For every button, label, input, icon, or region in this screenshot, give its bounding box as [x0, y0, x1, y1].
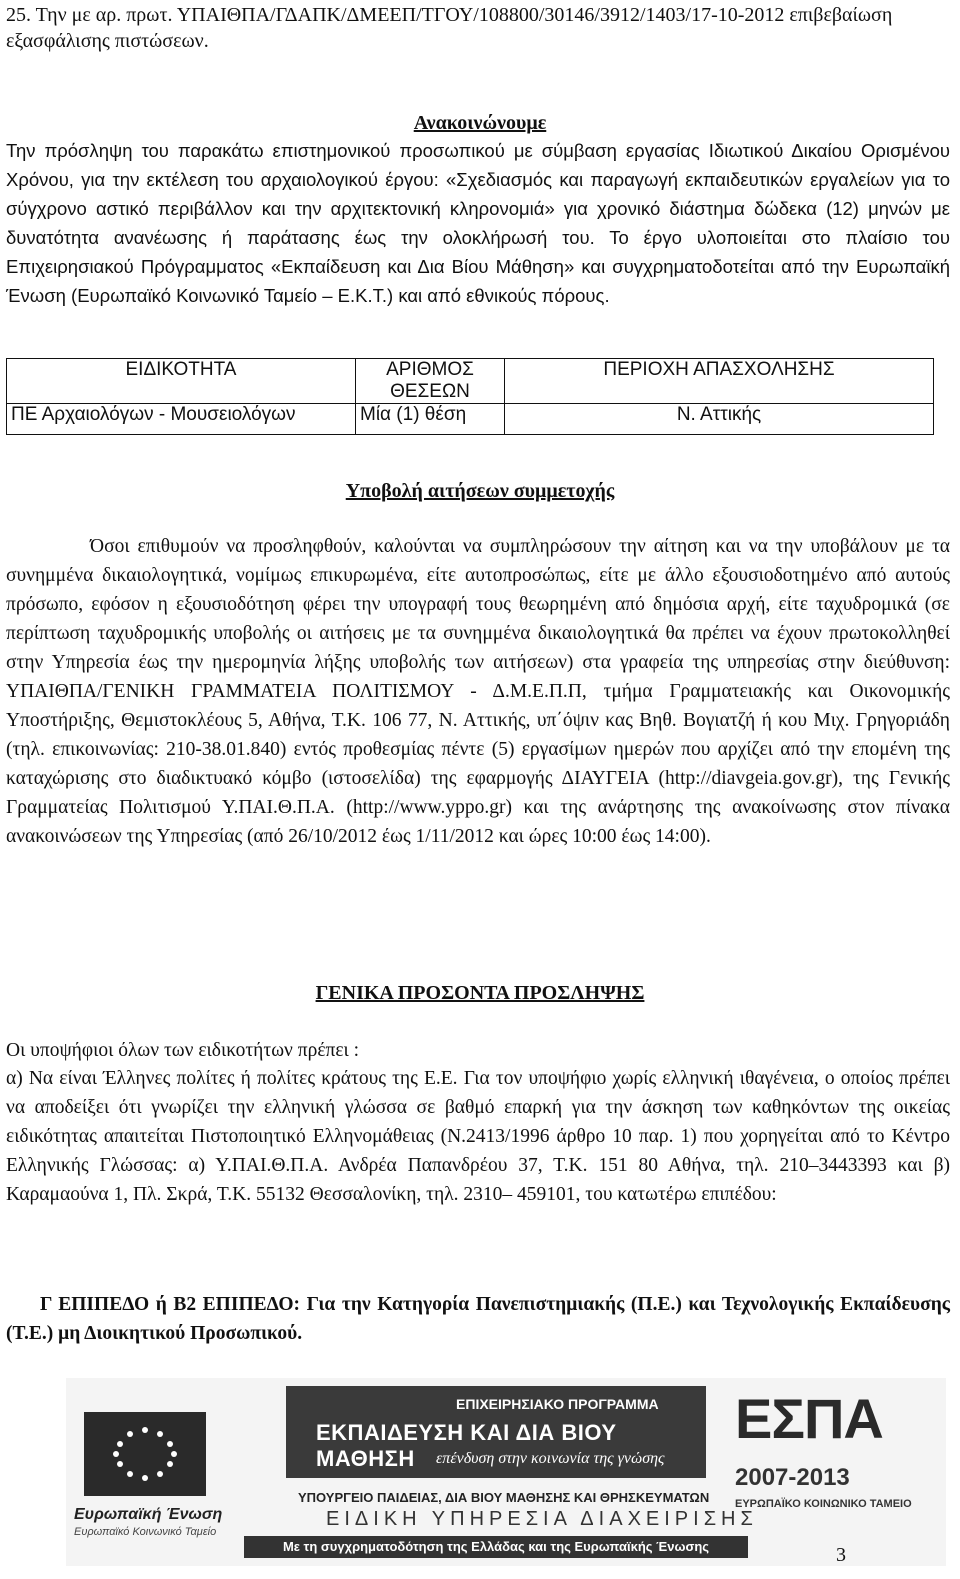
- cofunding-bar: Με τη συγχρηματοδότηση της Ελλάδας και της Ευρωπαϊκής Ένωσης: [244, 1536, 748, 1558]
- requirements-intro: Οι υποψήφιοι όλων των ειδικοτήτων πρέπει :: [6, 1040, 360, 1061]
- ministry-name: ΥΠΟΥΡΓΕΙΟ ΠΑΙΔΕΙΑΣ, ΔΙΑ ΒΙΟΥ ΜΑΘΗΣΗΣ ΚΑΙ ΘΡΗΣΚΕΥΜΑΤΩΝ: [298, 1490, 710, 1505]
- announcement-body: [6, 136, 950, 310]
- programme-line-1: ΕΠΙΧΕΙΡΗΣΙΑΚΟ ΠΡΟΓΡΑΜΜΑ: [456, 1396, 659, 1412]
- applications-body: Όσοι επιθυμούν να προσληφθούν, καλούνται να συμπληρώσουν την αίτηση και να την υποβάλουν με τα συνημμένα δικαιολογητικά, νομίμως επικυρωμένα, είτε αυτοπροσώπως, είτε με άλλο εξουσιοδοτημένο από αυτούς πρόσωπο, εφόσον η εξουσιοδότηση φέρει την υπογραφή τους θεωρημένη από δημόσια αρχή, είτε ταχυδρομικά (σε περίπτωση ταχυδρομικής υποβολής οι αιτήσεις με τα συνημμένα δικαιολογητικά θα πρέπει να έχουν πρωτοκολληθεί στην Υπηρεσία έως την ημερομηνία λήξης υποβολής των αιτήσεων) στα γραφεία της υπηρεσίας στην διεύθυνση: ΥΠΑΙΘΠΑ/ΓΕΝΙΚΗ ΓΡΑΜΜΑΤΕΙΑ ΠΟΛΙΤΙΣΜΟΥ - Δ.Μ.Ε.Π.Π, τμήμα Γραμματειακής και Οικονομικής Υποστήριξης, Θεμιστοκλέους 5, Αθήνα, Τ.Κ. 106 77, Ν. Αττικής, υπ΄όψιν κας Βηθ. Βογιατζή ή κου Μιχ. Γρηγοριάδη (τηλ. επικοινωνίας: 210-38.01.840) εντός προθεσμίας πέντε (5) εργασίμων ημερών που αρχίζει από την επομένη της καταχώρισης στο διαδικτυακό κόμβο (ιστοσελίδα) της εφαρμογής ΔΙΑΥΓΕΙΑ (http://diavgeia.gov.gr), της Γενικής Γραμματείας Πολιτισμού Υ.ΠΑΙ.Θ.Π.Α. (http://www.yppo.gr) και της ανάρτησης της ανακοίνωσης στον πίνακα ανακοινώσεων της Υπηρεσίας (από 26/10/2012 έως 1/11/2012 και ώρες 10:00 έως 14:00).: [6, 536, 950, 847]
- eu-flag-logo: [84, 1412, 206, 1496]
- programme-line-3: επένδυση στην κοινωνία της γνώσης: [436, 1450, 665, 1467]
- table-row: [7, 404, 934, 435]
- management-unit: ΕΙΔΙΚΗ ΥΠΗΡΕΣΙΑ ΔΙΑΧΕΙΡΙΣΗΣ: [326, 1508, 758, 1530]
- cell-specialty: ΠΕ Αρχαιολόγων - Μουσειολόγων: [7, 404, 356, 435]
- applications-heading: Υποβολή αιτήσεων συμμετοχής: [345, 480, 615, 502]
- programme-line-2: ΕΚΠΑΙΔΕΥΣΗ ΚΑΙ ΔΙΑ ΒΙΟΥ ΜΑΘΗΣΗ: [316, 1420, 617, 1471]
- header-location: ΠΕΡΙΟΧΗ ΑΠΑΣΧΟΛΗΣΗΣ: [505, 359, 934, 404]
- espa-fund: ΕΥΡΩΠΑΪΚΟ ΚΟΙΝΩΝΙΚΟ ΤΑΜΕΙΟ: [735, 1498, 912, 1510]
- requirements-heading: ΓΕΝΙΚΑ ΠΡΟΣΟΝΤΑ ΠΡΟΣΛΗΨΗΣ: [315, 982, 645, 1004]
- greek-level-requirement: Γ ΕΠΙΠΕΔΟ ή Β2 ΕΠΙΠΕΔΟ: Για την Κατηγορία Πανεπιστημιακής (Π.Ε.) και Τεχνολογικής Εκπαίδευσης (Τ.Ε.) μη Διοικητικού Προσωπικού.: [6, 1294, 950, 1344]
- table-header-row: [7, 359, 934, 404]
- eu-title: Ευρωπαϊκή Ένωση: [74, 1506, 223, 1523]
- announcement-text-2: Το έργο υλοποιείται στο πλαίσιο του Επιχειρησιακού Πρόγραμματος «Εκπαίδευση και Δια Βίου Μάθηση» και συγχρηματοδοτείται από την Ευρωπαϊκή Ένωση (Ευρωπαϊκό Κοινωνικό Ταμείο – Ε.Κ.Τ.) και από εθνικούς πόρους.: [6, 227, 950, 306]
- positions-table: [6, 358, 934, 435]
- protocol-reference: 25. Την με αρ. πρωτ. ΥΠΑΙΘΠΑ/ΓΔΑΠΚ/ΔΜΕΕΠ/ΤΓΟΥ/108800/30146/3912/1403/17-10-2012 επιβεβαίωση εξασφάλισης πιστώσεων.: [6, 4, 893, 52]
- cell-location: Ν. Αττικής: [505, 404, 934, 435]
- eu-stars-icon: [84, 1412, 206, 1496]
- announcement-heading: Ανακοινώνουμε: [413, 112, 547, 134]
- espa-logo: [721, 1386, 931, 1536]
- requirement-item-a: α) Να είναι Έλληνες πολίτες ή πολίτες κράτους της Ε.Ε. Για τον υποψήφιο χωρίς ελληνική ιθαγένεια, ο οποίος πρέπει να αποδείξει ότι γνωρίζει την ελληνική γλώσσα σε βαθμό επαρκή για την άσκηση των καθηκόντων της οικείας ειδικότητας απαιτείται Πιστοποιητικό Ελληνομάθειας (Ν.2413/1996 άρθρο 10 παρ. 1) που χορηγείται από το Κέντρο Ελληνικής Γλώσσας: α) Υ.ΠΑΙ.Θ.Π.Α. Ανδρέα Παπανδρέου 37, Τ.Κ. 151 80 Αθήνα, τηλ. 210–3443393 και β) Καραμαούνα 1, Πλ. Σκρά, Τ.Κ. 55132 Θεσσαλονίκη, τηλ. 2310– 459101, του κατωτέρω επιπέδου:: [6, 1068, 950, 1205]
- header-specialty: ΕΙΔΙΚΟΤΗΤΑ: [7, 359, 356, 404]
- programme-logo: [286, 1386, 706, 1478]
- page-number: 3: [836, 1544, 846, 1566]
- cell-positions: Μία (1) θέση: [356, 404, 505, 435]
- funding-logos-strip: [66, 1378, 946, 1566]
- announcement-text: Την πρόσληψη του παρακάτω επιστημονικού προσωπικού με σύμβαση εργασίας Ιδιωτικού Δικαίου Ορισμένου Χρόνου, για την εκτέλεση του αρχαιολογικού έργου: «Σχεδιασμός και παραγωγή εκπαιδευτικών εργαλείων για το σύγχρονο αστικό περιβάλλον και την αρχιτεκτονική κληρονομιά» για χρονικό διάστημα δώδεκα (12) μηνών με δυνατότητα ανανέωσης ή παράτασης έως την ολοκλήρωσή του.: [6, 140, 950, 248]
- header-positions: ΑΡΙΘΜΟΣ ΘΕΣΕΩΝ: [356, 359, 505, 404]
- espa-years: 2007-2013: [735, 1464, 850, 1491]
- eu-subtitle: Ευρωπαϊκό Κοινωνικό Ταμείο: [74, 1526, 217, 1538]
- espa-title: ΕΣΠΑ: [735, 1387, 883, 1450]
